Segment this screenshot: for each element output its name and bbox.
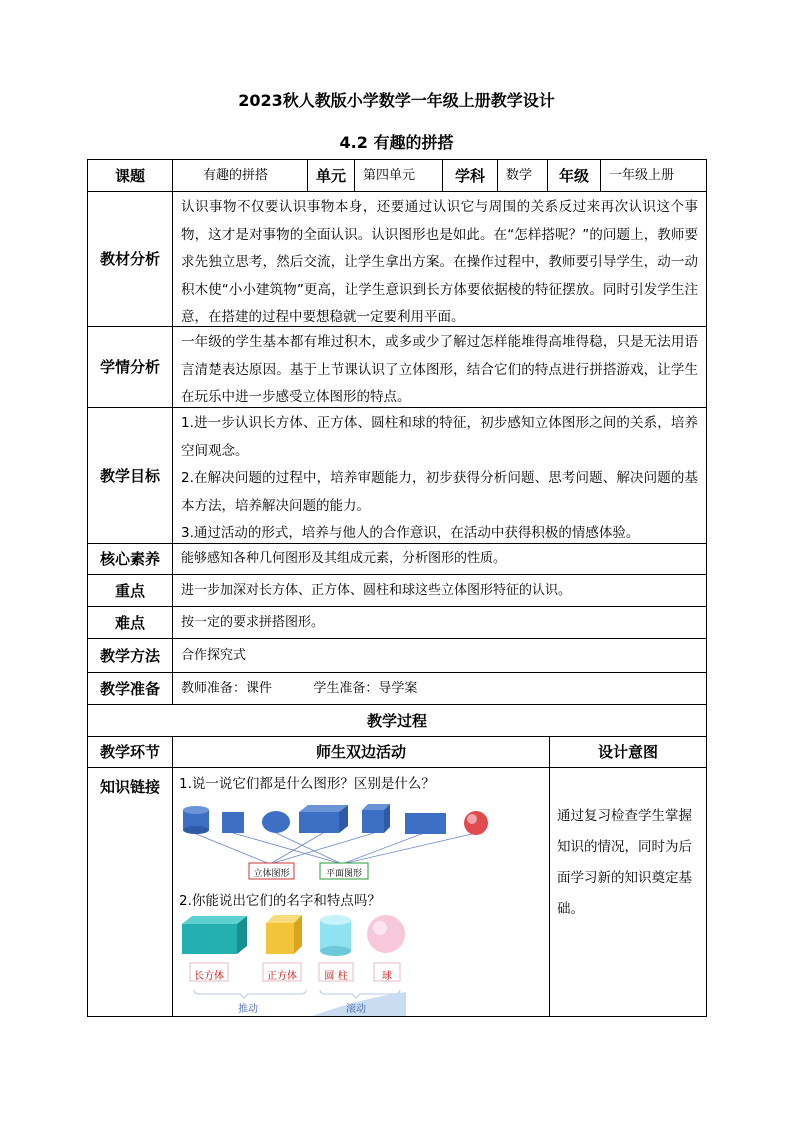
- cube-3d-icon: [266, 915, 302, 954]
- section-label-student-analysis: 学情分析: [87, 326, 173, 408]
- section-label-teaching-prep: 教学准备: [87, 672, 173, 705]
- label-cuboid: 长方体: [194, 971, 224, 982]
- section-label-teaching-goals: 教学目标: [87, 407, 173, 544]
- goal-item-2: 2.在解决问题的过程中，培养审题能力，初步获得分析问题、思考问题、解决问题的基本方法，培养解决问题的能力。: [181, 470, 698, 514]
- grade-value: 一年级上册: [600, 159, 707, 192]
- caption-roll: 滚动: [346, 1004, 366, 1015]
- section-text-key-point: 进一步加深对长方体、正方体、圆柱和球这些立体图形特征的认识。: [172, 574, 707, 607]
- topic-label: 课题: [87, 159, 173, 192]
- section-label-teaching-method: 教学方法: [87, 638, 173, 673]
- section-text-textbook-analysis: [172, 191, 707, 327]
- student-analysis-text: 一年级的学生基本都有堆过积木，或多或少了解过怎样能堆得高堆得稳，只是无法用语言清楚表达原因。基于上节课认识了立体图形，结合它们的特点进行拼搭游戏，让学生在玩乐中进一步感受立体图形的特点。: [181, 334, 698, 405]
- unit-value: 第四单元: [354, 159, 443, 192]
- textbook-analysis-text: 认识事物不仅要认识事物本身，还要通过认识它与周围的关系反过来再次认识这个事物，这才是对事物的全面认识。认识图形也是如此。在“怎样搭呢？”的问题上，教师要求先独立思考，然后交流，让学生拿出方案。在操作过程中，教师要引导学生，动一动积木使“小小建筑物”更高，让学生意识到长方体要依据棱的特征摆放。同时引发学生注意，在搭建的过程中要想稳就一定要利用平面。: [181, 199, 698, 325]
- goal-item-1: 1.进一步认识长方体、正方体、圆柱和球的特征，初步感知立体图形之间的关系，培养空间观念。: [181, 415, 698, 459]
- section-label-difficulty: 难点: [87, 606, 173, 639]
- col-header-stage: 教学环节: [87, 736, 173, 768]
- lesson-title: 4.2 有趣的拼搭: [339, 133, 454, 152]
- section-label-key-point: 重点: [87, 574, 173, 607]
- label-plane-shapes: 平面图形: [325, 869, 362, 879]
- label-cylinder: 圆 柱: [324, 971, 348, 982]
- section-label-core-literacy: 核心素养: [87, 543, 173, 575]
- caption-push: 推动: [238, 1004, 258, 1015]
- cylinder-3d-icon: [320, 915, 351, 956]
- intent-cell: [549, 767, 707, 1017]
- unit-label: 单元: [307, 159, 355, 192]
- sphere-3d-icon: [367, 915, 405, 953]
- process-title: 教学过程: [87, 704, 707, 737]
- rectangle-icon: [405, 813, 446, 834]
- cube-icon: [362, 804, 390, 833]
- section-text-difficulty: 按一定的要求拼搭图形。: [172, 606, 707, 639]
- cylinder-icon: [183, 806, 209, 834]
- col-header-activity: 师生双边活动: [172, 736, 550, 768]
- label-sphere: 球: [382, 971, 392, 982]
- section-label-textbook-analysis: 教材分析: [87, 191, 173, 327]
- square-icon: [222, 812, 244, 833]
- label-cube: 正方体: [267, 971, 297, 982]
- cuboid-3d-icon: [182, 916, 247, 954]
- section-text-teaching-method: 合作探究式: [172, 638, 707, 673]
- section-text-core-literacy: 能够感知各种几何图形及其组成元素，分析图形的性质。: [172, 543, 707, 575]
- subject-value: 数学: [497, 159, 548, 192]
- cuboid-icon: [299, 805, 348, 833]
- section-text-teaching-goals: [172, 407, 707, 544]
- section-text-teaching-prep: 教师准备：课件 学生准备：导学案: [172, 672, 707, 705]
- subject-label: 学科: [442, 159, 498, 192]
- sphere-icon: [464, 811, 488, 835]
- question-2: 2.你能说出它们的名字和特点吗？: [179, 893, 381, 909]
- goal-item-3: 3.通过活动的形式，培养与他人的合作意识，在活动中获得积极的情感体验。: [181, 525, 640, 541]
- document-title: 2023秋人教版小学数学一年级上册教学设计: [238, 91, 555, 110]
- topic-value: 有趣的拼搭: [172, 159, 308, 192]
- question-1: 1.说一说它们都是什么图形？区别是什么？: [179, 776, 435, 792]
- grade-label: 年级: [547, 159, 601, 192]
- stage-knowledge-link: 知识链接: [87, 767, 173, 1017]
- circle-icon: [262, 811, 290, 833]
- intent-text: 通过复习检查学生掌握知识的情况，同时为后面学习新的知识奠定基础。: [557, 808, 692, 917]
- section-text-student-analysis: [172, 326, 707, 408]
- col-header-intent: 设计意图: [549, 736, 707, 768]
- label-solid-shapes: 立体图形: [253, 869, 290, 879]
